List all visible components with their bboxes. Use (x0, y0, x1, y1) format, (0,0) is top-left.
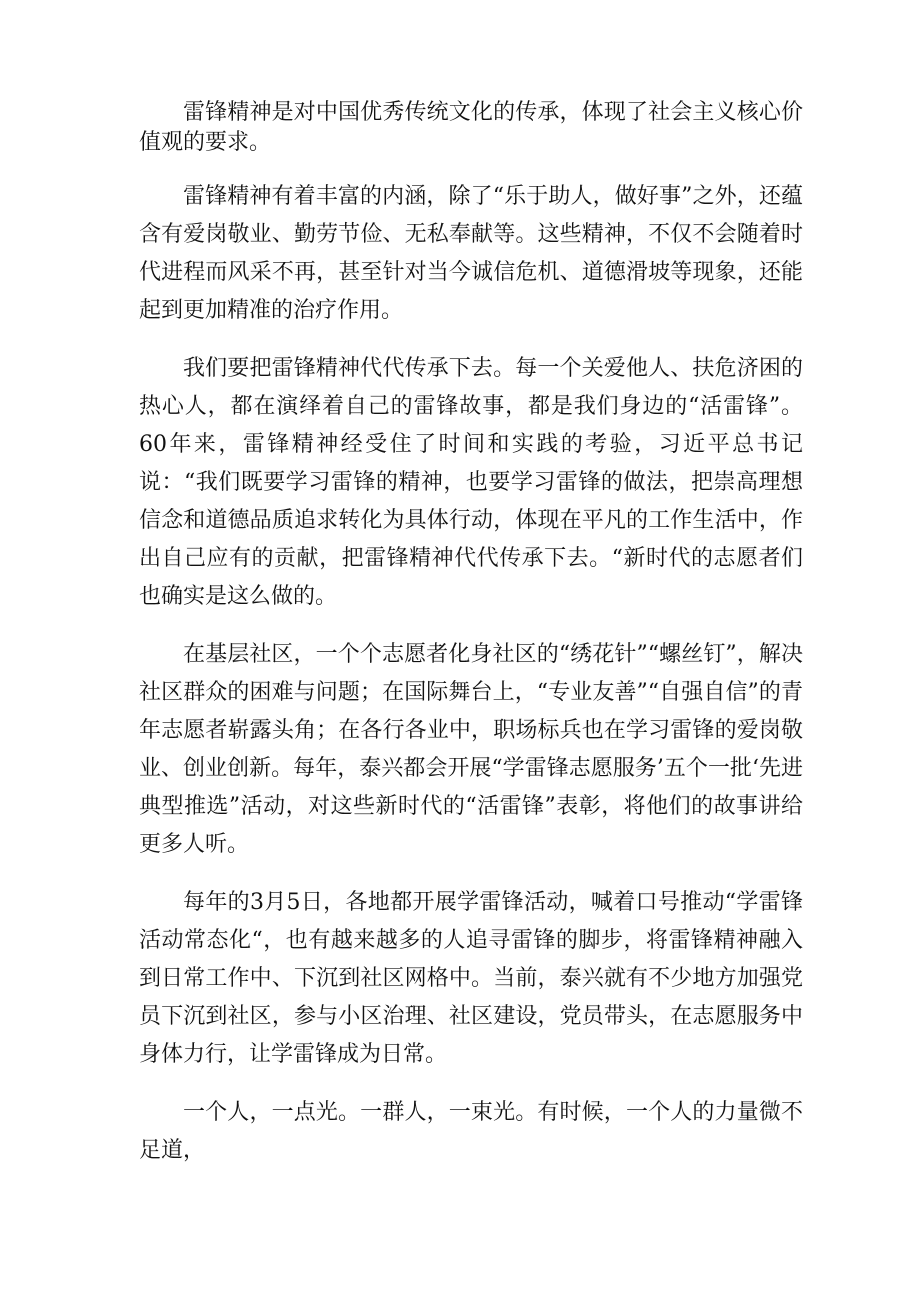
paragraph-5: 每年的3月5日，各地都开展学雷锋活动，喊着口号推动“学雷锋活动常态化“，也有越来越多的人追寻雷锋的脚步，将雷锋精神融入到日常工作中、下沉到社区网格中。当前，泰兴就有不少地方加强党员下沉到社区，参与小区治理、社区建设，党员带头，在志愿服务中身体力行，让学雷锋成为日常。 (139, 890, 803, 1067)
paragraph-1: 雷锋精神是对中国优秀传统文化的传承，体现了社会主义核心价值观的要求。 (139, 100, 803, 155)
paragraph-4: 在基层社区，一个个志愿者化身社区的“绣花针”“螺丝钉”，解决社区群众的困难与问题；在国际舞台上，“专业友善”“自强自信”的青年志愿者崭露头角；在各行各业中，职场标兵也在学习雷锋的爱岗敬业、创业创新。每年，泰兴都会开展“学雷锋志愿服务’五个一批‘先进典型推选”活动，对这些新时代的“活雷锋”表彰，将他们的故事讲给更多人听。 (139, 642, 803, 857)
paragraph-6: 一个人，一点光。一群人，一束光。有时候，一个人的力量微不足道， (139, 1100, 803, 1163)
article-body (139, 98, 803, 1170)
paragraph-3: 我们要把雷锋精神代代传承下去。每一个关爱他人、扶危济困的热心人，都在演绎着自己的雷锋故事，都是我们身边的“活雷锋”。60年来，雷锋精神经受住了时间和实践的考验，习近平总书记说：“我们既要学习雷锋的精神，也要学习雷锋的做法，把崇高理想信念和道德品质追求转化为具体行动，体现在平凡的工作生活中，作出自己应有的贡献，把雷锋精神代代传承下去。“新时代的志愿者们也确实是这么做的。 (139, 356, 803, 609)
paragraph-2: 雷锋精神有着丰富的内涵，除了“乐于助人，做好事”之外，还蕴含有爱岗敬业、勤劳节俭、无私奉献等。这些精神，不仅不会随着时代进程而风采不再，甚至针对当今诚信危机、道德滑坡等现象，还能起到更加精准的治疗作用。 (139, 184, 803, 323)
